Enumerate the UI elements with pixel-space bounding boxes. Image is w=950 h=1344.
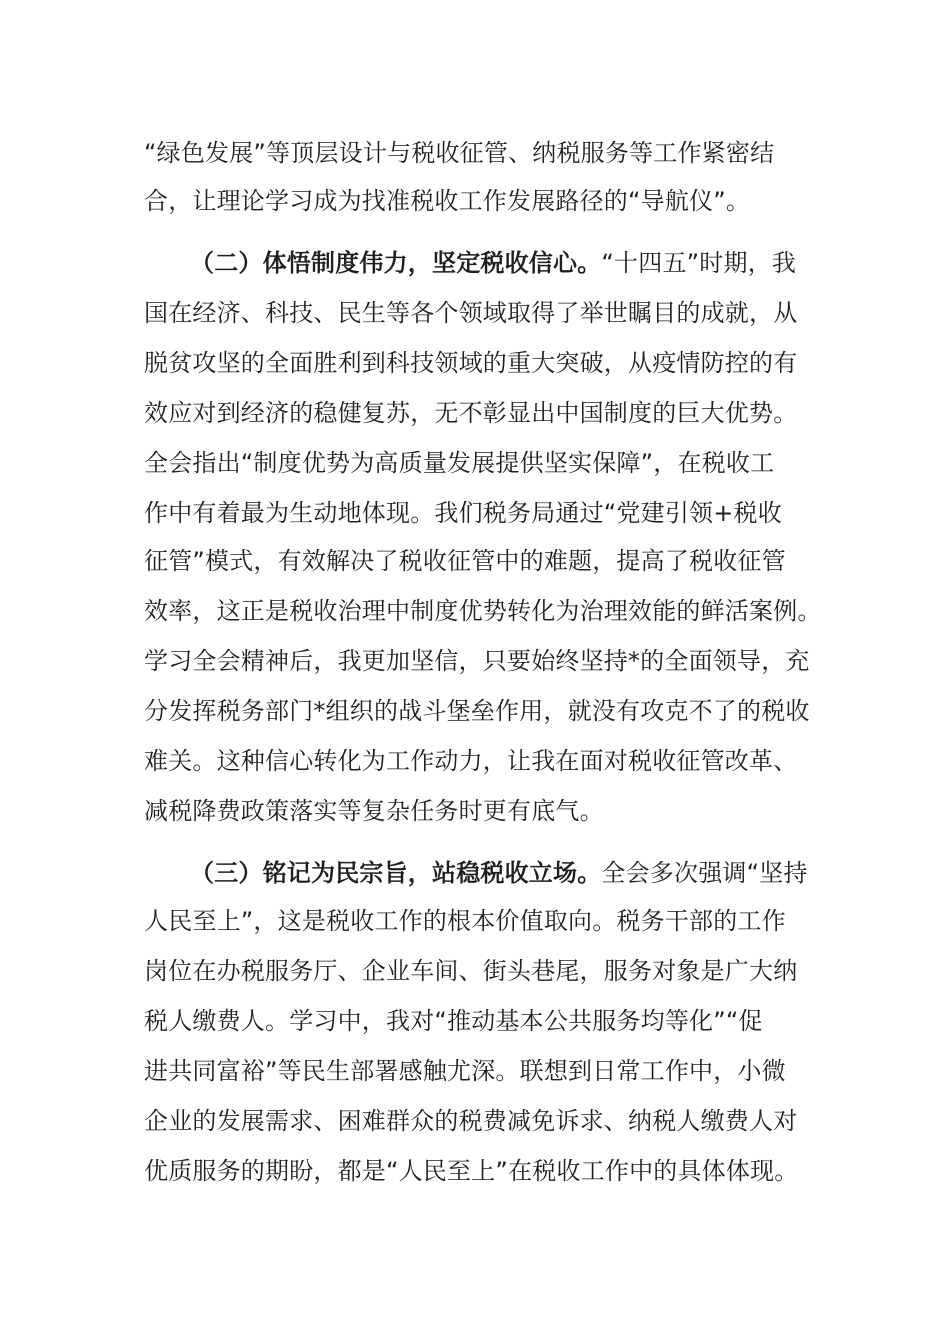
text-line: 国在经济、科技、民生等各个领域取得了举世瞩目的成就，从 xyxy=(144,299,798,327)
text-line: 征管”模式，有效解决了税收征管中的难题，提高了税收征管 xyxy=(144,547,786,575)
section-2-heading: （二）体悟制度伟力，坚定税收信心。 xyxy=(190,249,602,277)
text-line: 企业的发展需求、困难群众的税费减免诉求、纳税人缴费人对 xyxy=(144,1107,798,1135)
text-line: “绿色发展”等顶层设计与税收征管、纳税服务等工作紧密结 xyxy=(144,139,775,167)
text-line: 进共同富裕”等民生部署感触尤深。联想到日常工作中，小微 xyxy=(144,1057,786,1085)
text-line: 学习全会精神后，我更加坚信，只要始终坚持*的全面领导，充 xyxy=(144,647,810,675)
text-line: 脱贫攻坚的全面胜利到科技领域的重大突破，从疫情防控的有 xyxy=(144,349,798,377)
text-line: 税人缴费人。学习中，我对“推动基本公共服务均等化”“促 xyxy=(144,1007,763,1035)
text-line: 合，让理论学习成为找准税收工作发展路径的“导航仪”。 xyxy=(144,187,751,215)
section-3-first-line xyxy=(190,856,808,890)
text-line: 分发挥税务部门*组织的战斗堡垒作用，就没有攻克不了的税收 xyxy=(144,697,810,725)
section-3-lead-text: 全会多次强调“坚持 xyxy=(601,859,808,887)
text-line: 效应对到经济的稳健复苏，无不彰显出中国制度的巨大优势。 xyxy=(144,399,798,427)
text-line: 全会指出“制度优势为高质量发展提供坚实保障”，在税收工 xyxy=(144,449,775,477)
section-3-heading: （三）铭记为民宗旨，站稳税收立场。 xyxy=(190,859,602,887)
text-line: 作中有着最为生动地体现。我们税务局通过“党建引领+税收 xyxy=(144,499,782,527)
text-line: 优质服务的期盼，都是“人民至上”在税收工作中的具体体现。 xyxy=(144,1157,799,1185)
text-line: 难关。这种信心转化为工作动力，让我在面对税收征管改革、 xyxy=(144,747,798,775)
text-line: 效率，这正是税收治理中制度优势转化为治理效能的鲜活案例。 xyxy=(144,597,822,625)
text-line: 人民至上”，这是税收工作的根本价值取向。税务干部的工作 xyxy=(144,907,786,935)
section-2-lead-text: “十四五”时期，我 xyxy=(601,249,797,277)
section-2-first-line xyxy=(190,246,796,280)
text-line: 岗位在办税服务厅、企业车间、街头巷尾，服务对象是广大纳 xyxy=(144,957,798,985)
text-line: 减税降费政策落实等复杂任务时更有底气。 xyxy=(144,797,604,825)
